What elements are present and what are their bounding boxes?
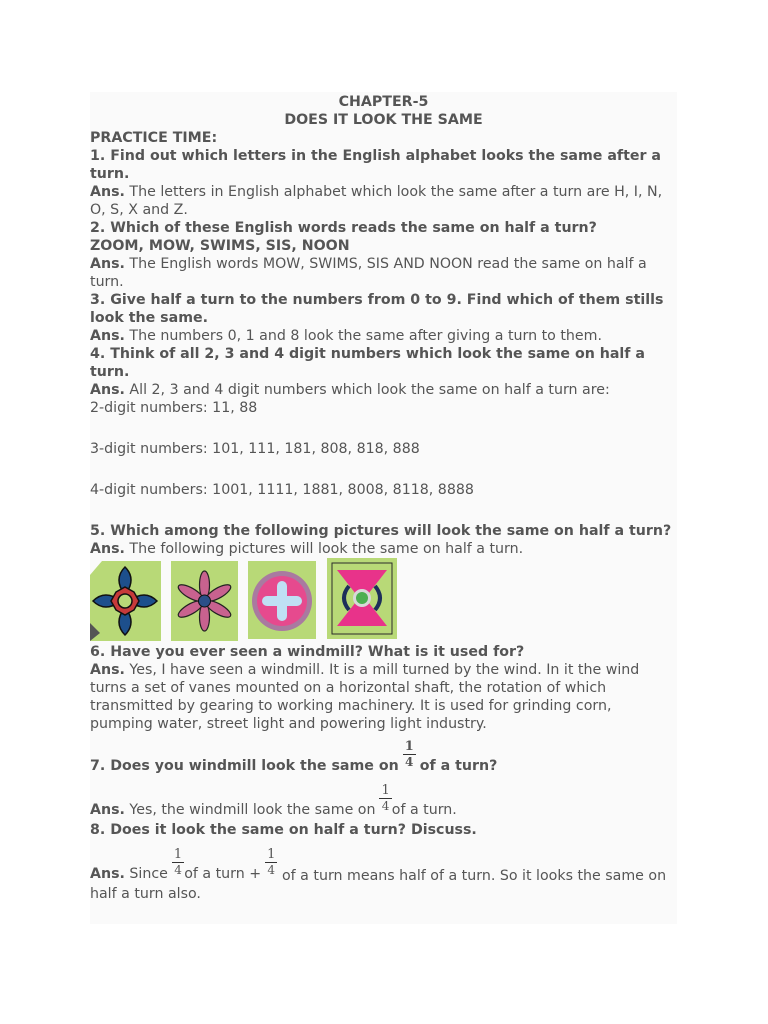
question-6: 6. Have you ever seen a windmill? What is it used for?: [90, 644, 525, 660]
answer-6: [90, 661, 677, 733]
answer-7-text: Yes, the windmill look the same on: [124, 802, 376, 818]
fraction-denominator: 4: [265, 862, 277, 877]
document-page: [90, 92, 677, 924]
picture-plus-circle-icon: [248, 561, 316, 639]
fraction-denominator: 4: [172, 862, 184, 877]
answer-8-mid: of a turn +: [184, 866, 262, 882]
question-8: 8. Does it look the same on half a turn? Discuss.: [90, 822, 477, 838]
answer-1-text: The letters in English alphabet which look the same after a turn are H, I, N, O, S, X and Z.: [90, 184, 663, 218]
answer-4-three-digit: 3-digit numbers: 101, 111, 181, 808, 818, 888: [90, 441, 420, 457]
fraction-numerator: 1: [404, 739, 414, 754]
fraction-denominator: 4: [403, 754, 416, 769]
question-7-suffix: of a turn?: [419, 758, 498, 774]
answer-1: [90, 183, 677, 219]
answer-8-text: Since: [124, 866, 168, 882]
answer-label: Ans.: [90, 328, 125, 344]
practice-heading: PRACTICE TIME:: [90, 130, 218, 146]
answer-4: [90, 381, 677, 399]
answer-3-text: The numbers 0, 1 and 8 look the same after giving a turn to them.: [124, 328, 602, 344]
answer-label: Ans.: [90, 256, 125, 272]
answer-7: [90, 777, 677, 821]
fraction-one-quarter: [265, 848, 277, 877]
fraction-one-quarter: [403, 740, 416, 769]
answer-label: Ans.: [90, 541, 125, 557]
answer-6-text: Yes, I have seen a windmill. It is a mill turned by the wind. In it the wind turns a set of vanes mounted on a horizontal shaft, the rotation of which transmitted by gearing to working machinery. It is used for grinding corn, pumping water, street light and powering light industry.: [90, 662, 640, 732]
question-7: [90, 733, 677, 777]
answer-5-text: The following pictures will look the same on half a turn.: [124, 541, 524, 557]
fraction-one-quarter: [172, 848, 184, 877]
answer-label: Ans.: [90, 382, 125, 398]
symmetry-pictures: [90, 561, 677, 643]
answer-label: Ans.: [90, 662, 125, 678]
question-4: 4. Think of all 2, 3 and 4 digit numbers which look the same on half a turn.: [90, 346, 645, 380]
answer-2-text: The English words MOW, SWIMS, SIS AND NOON read the same on half a turn.: [90, 256, 647, 290]
fraction-numerator: 1: [173, 847, 183, 862]
answer-7-suffix: of a turn.: [391, 802, 457, 818]
question-7-text: 7. Does you windmill look the same on: [90, 758, 399, 774]
question-2-words: ZOOM, MOW, SWIMS, SIS, NOON: [90, 238, 350, 254]
question-2: 2. Which of these English words reads the same on half a turn?: [90, 220, 597, 236]
chapter-heading: CHAPTER-5: [338, 94, 429, 110]
answer-label: Ans.: [90, 866, 125, 882]
fraction-one-quarter: [379, 784, 391, 813]
fraction-numerator: 1: [267, 847, 276, 862]
answer-label: Ans.: [90, 802, 125, 818]
picture-pink-flower-icon: [171, 561, 238, 641]
fraction-numerator: 1: [381, 783, 390, 798]
answer-3: [90, 327, 677, 345]
picture-blue-petal-icon: [90, 561, 161, 641]
picture-hourglass-icon: [327, 558, 397, 639]
document-content: [90, 92, 677, 903]
answer-4-text: All 2, 3 and 4 digit numbers which look the same on half a turn are:: [124, 382, 610, 398]
answer-4-two-digit: 2-digit numbers: 11, 88: [90, 400, 258, 416]
fraction-denominator: 4: [379, 798, 391, 813]
answer-8-continued: of a turn means half of a turn. So it looks the same on half a turn also.: [90, 868, 667, 902]
answer-5: [90, 540, 677, 558]
answer-4-four-digit: 4-digit numbers: 1001, 1111, 1881, 8008, 8118, 8888: [90, 482, 474, 498]
answer-label: Ans.: [90, 184, 125, 200]
question-1: 1. Find out which letters in the English alphabet looks the same after a turn.: [90, 148, 662, 182]
answer-2: [90, 255, 677, 291]
chapter-title: DOES IT LOOK THE SAME: [284, 112, 483, 128]
question-3: 3. Give half a turn to the numbers from 0 to 9. Find which of them stills look the same.: [90, 292, 664, 326]
question-5: 5. Which among the following pictures will look the same on half a turn?: [90, 523, 672, 539]
